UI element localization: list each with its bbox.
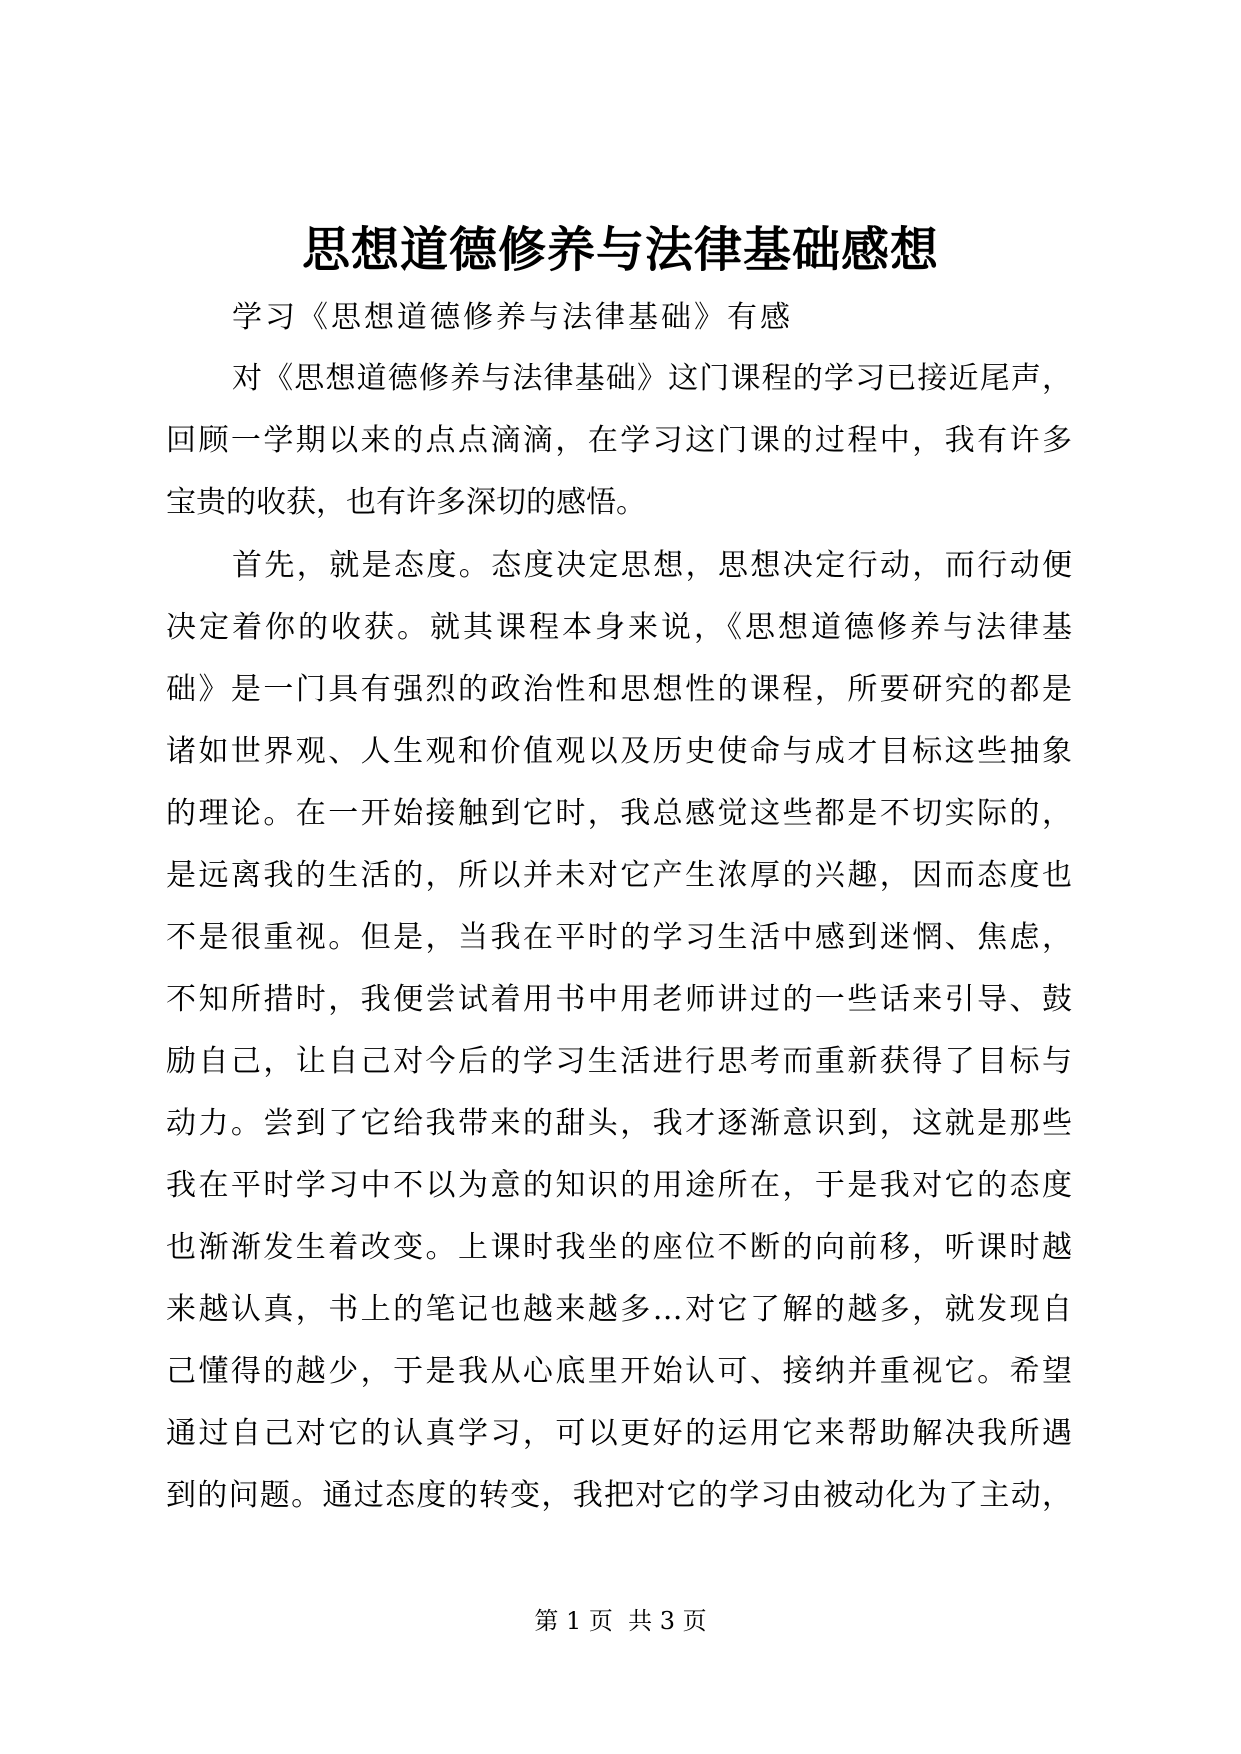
paragraph-line: 回顾一学期以来的点点滴滴，在学习这门课的过程中，我有许多 xyxy=(166,423,1072,458)
paragraph-line: 础》是一门具有强烈的政治性和思想性的课程，所要研究的都是 xyxy=(166,672,1072,707)
paragraph-line: 的理论。在一开始接触到它时，我总感觉这些都是不切实际的， xyxy=(166,796,1072,831)
paragraph-line: 通过自己对它的认真学习，可以更好的运用它来帮助解决我所遇 xyxy=(166,1416,1072,1451)
paragraph-line: 也渐渐发生着改变。上课时我坐的座位不断的向前移，听课时越 xyxy=(166,1230,1072,1265)
paragraph-line: 励自己，让自己对今后的学习生活进行思考而重新获得了目标与 xyxy=(166,1044,1072,1079)
page-number-label: 第 1 页 共 3 页 xyxy=(534,1607,707,1635)
paragraph-line: 诸如世界观、人生观和价值观以及历史使命与成才目标这些抽象 xyxy=(166,734,1072,769)
paragraph-line: 我在平时学习中不以为意的知识的用途所在，于是我对它的态度 xyxy=(166,1168,1072,1203)
paragraph-line: 宝贵的收获，也有许多深切的感悟。 xyxy=(166,485,646,520)
paragraph-line: 决定着你的收获。就其课程本身来说，《思想道德修养与法律基 xyxy=(166,610,1072,645)
paragraph-line: 对《思想道德修养与法律基础》这门课程的学习已接近尾声， xyxy=(232,361,1072,396)
paragraph-line: 不知所措时，我便尝试着用书中用老师讲过的一些话来引导、鼓 xyxy=(166,982,1072,1017)
paragraph xyxy=(166,535,1072,1527)
paragraph-line: 是远离我的生活的，所以并未对它产生浓厚的兴趣，因而态度也 xyxy=(166,858,1072,893)
paragraph xyxy=(166,348,1072,534)
paragraph-line: 动力。尝到了它给我带来的甜头，我才逐渐意识到，这就是那些 xyxy=(166,1106,1072,1141)
document-subtitle: 学习《思想道德修养与法律基础》有感 xyxy=(232,300,793,335)
document-title: 思想道德修养与法律基础感想 xyxy=(301,222,939,278)
paragraph-line: 首先，就是态度。态度决定思想，思想决定行动，而行动便 xyxy=(232,548,1072,583)
page-footer xyxy=(0,1605,1241,1637)
paragraph-line: 到的问题。通过态度的转变，我把对它的学习由被动化为了主动， xyxy=(166,1478,1072,1513)
paragraph-line: 来越认真，书上的笔记也越来越多…对它了解的越多，就发现自 xyxy=(166,1292,1072,1327)
paragraph-line: 己懂得的越少，于是我从心底里开始认可、接纳并重视它。希望 xyxy=(166,1354,1072,1389)
paragraph-line: 不是很重视。但是，当我在平时的学习生活中感到迷惘、焦虑， xyxy=(166,920,1072,955)
